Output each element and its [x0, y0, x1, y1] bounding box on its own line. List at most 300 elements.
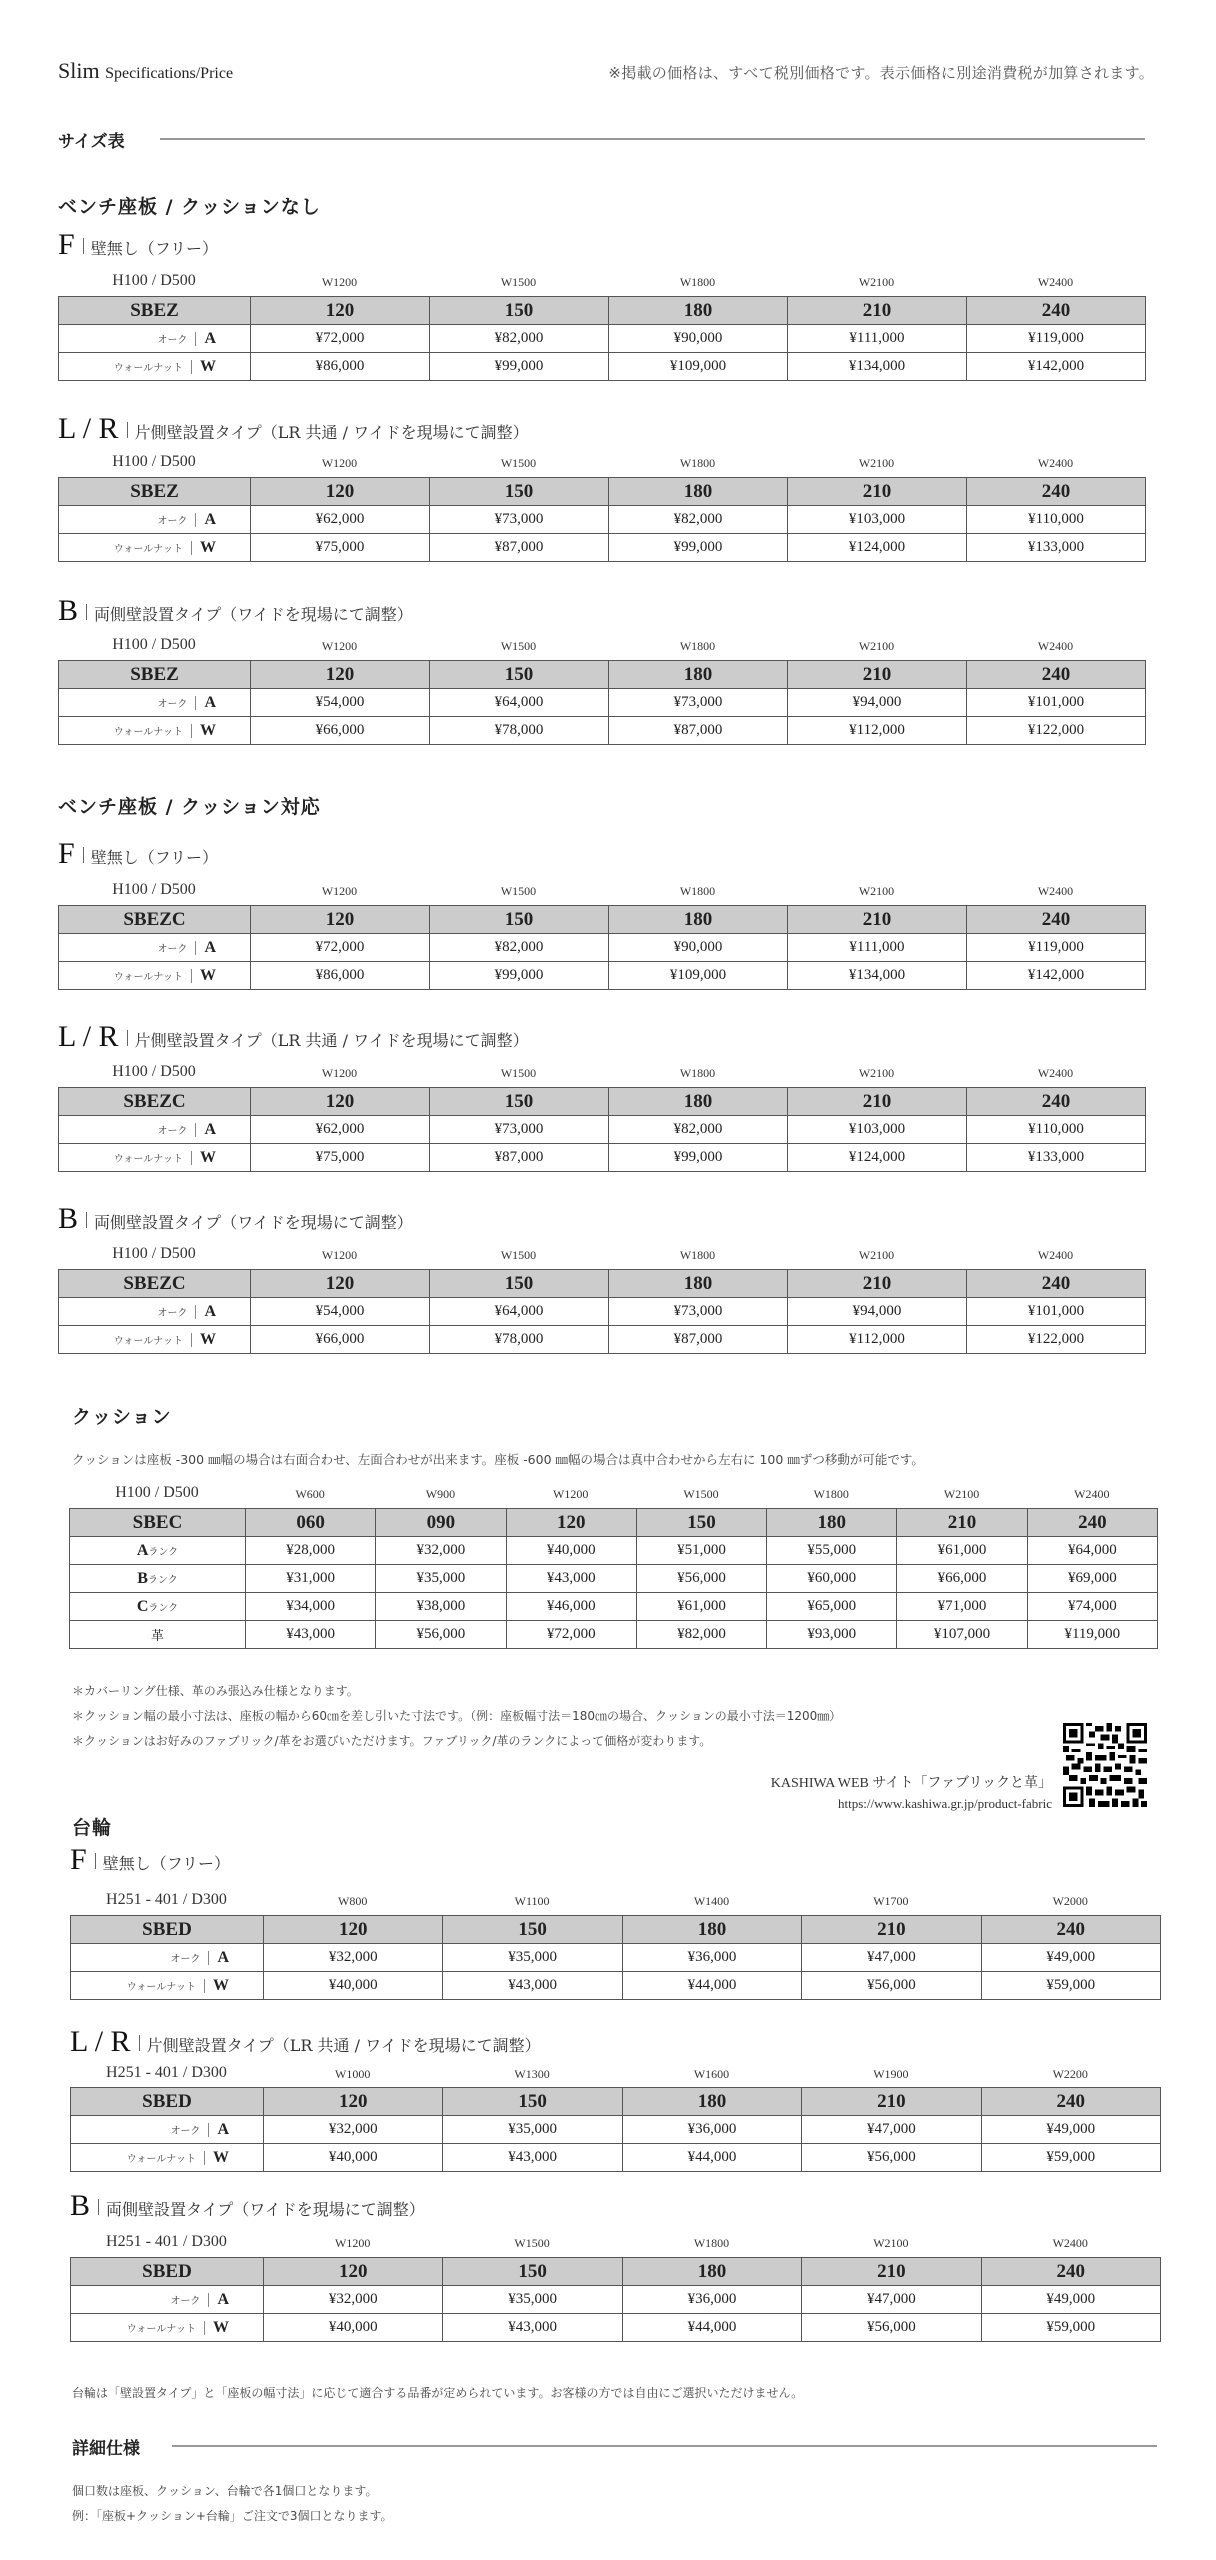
wood-name: ウォールナット [113, 726, 183, 738]
price-cell: ¥71,000 [897, 1593, 1027, 1621]
row-label [59, 506, 251, 534]
size-code: 210 [802, 2258, 981, 2286]
wood-name: ウォールナット [113, 362, 183, 374]
dimension-label: H100 / D500 [112, 636, 196, 653]
width-label: W1200 [321, 1066, 358, 1080]
size-code: 180 [767, 1509, 897, 1537]
price-cell: ¥28,000 [246, 1537, 376, 1565]
width-label: W1200 [321, 1248, 358, 1262]
category-heading: ベンチ座板 / クッションなし [58, 196, 321, 218]
separator [95, 1853, 96, 1869]
width-label: W1500 [500, 275, 537, 289]
width-label: W1200 [321, 275, 358, 289]
price-cell: ¥82,000 [430, 934, 609, 962]
width-label: W1800 [679, 1248, 716, 1262]
type-letter: B [58, 594, 79, 627]
cushion-price-table [69, 1508, 1158, 1649]
wood-code: W [200, 1330, 216, 1348]
type-description: 片側壁設置タイプ（LR 共通 / ワイドを現場にて調整） [146, 2036, 541, 2055]
table-row [71, 1972, 1161, 2000]
width-label: W2400 [1052, 2236, 1088, 2250]
wood-name: オーク [157, 943, 188, 955]
size-code: 120 [264, 2088, 443, 2116]
price-cell: ¥35,000 [376, 1565, 506, 1593]
price-cell: ¥75,000 [251, 534, 430, 562]
fabric-link-label: KASHIWA WEB サイト「ファブリックと革」 [770, 1776, 1052, 1791]
table-row [71, 2314, 1161, 2342]
separator [195, 332, 196, 346]
price-cell: ¥122,000 [967, 1326, 1146, 1354]
wood-name: ウォールナット [113, 1153, 183, 1165]
size-code: 240 [967, 297, 1146, 325]
price-cell: ¥133,000 [967, 534, 1146, 562]
size-code: 180 [622, 2258, 801, 2286]
price-cell: ¥78,000 [430, 1326, 609, 1354]
row-label [59, 934, 251, 962]
price-cell: ¥78,000 [430, 717, 609, 745]
price-cell: ¥112,000 [788, 1326, 967, 1354]
row-label [59, 1116, 251, 1144]
price-cell: ¥60,000 [767, 1565, 897, 1593]
price-cell: ¥40,000 [506, 1537, 636, 1565]
table-header-row [71, 1916, 1161, 1944]
width-label: W2100 [873, 2236, 909, 2250]
price-cell: ¥93,000 [767, 1621, 897, 1649]
wood-code: W [213, 1976, 229, 1994]
width-label: W2400 [1037, 884, 1074, 898]
type-description: 両側壁設置タイプ（ワイドを現場にて調整） [94, 1213, 413, 1232]
size-code: 180 [609, 1270, 788, 1298]
width-label: W1900 [873, 2067, 909, 2081]
table-row [59, 506, 1146, 534]
size-code: 150 [430, 297, 609, 325]
rank-label [70, 1593, 246, 1621]
table-header-row [59, 297, 1146, 325]
separator [195, 513, 196, 527]
size-code: 210 [788, 478, 967, 506]
table-row [71, 2286, 1161, 2314]
row-label [59, 325, 251, 353]
type-letter: F [58, 837, 75, 870]
size-code: 150 [443, 2088, 622, 2116]
price-cell: ¥109,000 [609, 353, 788, 381]
width-label: W1300 [514, 2067, 550, 2081]
price-cell: ¥111,000 [788, 934, 967, 962]
type-description: 壁無し（フリー） [90, 239, 219, 258]
size-code: 180 [609, 297, 788, 325]
product-code: SBEZ [59, 297, 251, 325]
separator [204, 2151, 205, 2165]
price-cell: ¥82,000 [430, 325, 609, 353]
size-code: 210 [897, 1509, 1027, 1537]
size-code: 210 [788, 1270, 967, 1298]
width-label: W800 [338, 1894, 368, 1908]
table-header-row [59, 478, 1146, 506]
price-cell: ¥82,000 [609, 506, 788, 534]
wood-code: A [217, 2120, 229, 2138]
size-code: 060 [246, 1509, 376, 1537]
price-cell: ¥73,000 [609, 1298, 788, 1326]
price-cell: ¥66,000 [251, 717, 430, 745]
separator [83, 847, 84, 863]
dimension-label: H100 / D500 [112, 272, 196, 289]
width-label: W1400 [693, 1894, 730, 1908]
width-label: W1500 [500, 639, 537, 653]
width-label: W1500 [500, 1248, 537, 1262]
separator [139, 2035, 140, 2051]
wood-code: A [217, 1948, 229, 1966]
price-cell: ¥119,000 [967, 325, 1146, 353]
wood-code: W [213, 2148, 229, 2166]
price-cell: ¥40,000 [264, 2314, 443, 2342]
price-cell: ¥32,000 [376, 1537, 506, 1565]
table-row [59, 353, 1146, 381]
width-label: W2100 [943, 1487, 980, 1501]
table-header-row [71, 2088, 1161, 2116]
price-cell: ¥75,000 [251, 1144, 430, 1172]
size-code: 150 [636, 1509, 766, 1537]
table-row [71, 1944, 1161, 1972]
price-cell: ¥38,000 [376, 1593, 506, 1621]
size-code: 210 [802, 1916, 981, 1944]
price-cell: ¥35,000 [443, 2116, 622, 2144]
table-row [59, 962, 1146, 990]
table-row [59, 325, 1146, 353]
title-main: Slim [58, 58, 100, 83]
price-cell: ¥64,000 [430, 1298, 609, 1326]
wood-code: W [200, 538, 216, 556]
size-code: 210 [802, 2088, 981, 2116]
dimension-header-row [70, 2064, 1160, 2082]
price-cell: ¥49,000 [981, 2116, 1160, 2144]
price-table [58, 905, 1146, 990]
type-title [58, 228, 218, 262]
size-code: 120 [251, 1270, 430, 1298]
size-code: 240 [981, 2258, 1160, 2286]
size-code: 150 [430, 661, 609, 689]
price-cell: ¥32,000 [264, 1944, 443, 1972]
rank-letter: A [136, 1541, 149, 1559]
width-label: W2100 [858, 884, 895, 898]
table-row [71, 2144, 1161, 2172]
wood-name: ウォールナット [113, 1335, 183, 1347]
dimension-header-row [58, 636, 1145, 654]
size-code: 120 [264, 2258, 443, 2286]
separator [191, 969, 192, 983]
rank-name: ランク [148, 1602, 179, 1614]
table-row [71, 2116, 1161, 2144]
cushion-description: クッションは座板 -300 ㎜幅の場合は右面合わせ、左面合わせが出来ます。座板 -600 ㎜幅の場合は真中合わせから左右に 100 ㎜ずつ移動が可能です。 [72, 1452, 924, 1467]
price-cell: ¥59,000 [981, 2144, 1160, 2172]
tax-note: ※掲載の価格は、すべて税別価格です。表示価格に別途消費税が加算されます。 [608, 64, 1154, 82]
wood-code: A [204, 510, 216, 528]
price-cell: ¥101,000 [967, 689, 1146, 717]
price-cell: ¥43,000 [443, 2314, 622, 2342]
width-label: W1800 [679, 456, 716, 470]
cushion-note-3: ＊クッションはお好みのファブリック/革をお選びいただけます。ファブリック/革のランクによって価格が変わります。 [72, 1734, 712, 1748]
separator [208, 1951, 209, 1965]
width-label: W1200 [321, 456, 358, 470]
price-cell: ¥54,000 [251, 689, 430, 717]
price-cell: ¥43,000 [246, 1621, 376, 1649]
wood-code: A [204, 329, 216, 347]
table-row [59, 934, 1146, 962]
separator [208, 2123, 209, 2137]
price-cell: ¥72,000 [251, 325, 430, 353]
product-code: SBEZC [59, 1270, 251, 1298]
price-cell: ¥56,000 [376, 1621, 506, 1649]
price-cell: ¥55,000 [767, 1537, 897, 1565]
price-cell: ¥35,000 [443, 1944, 622, 1972]
width-label: W1500 [500, 884, 537, 898]
width-label: W2100 [858, 456, 895, 470]
price-cell: ¥34,000 [246, 1593, 376, 1621]
price-cell: ¥90,000 [609, 325, 788, 353]
product-code: SBEZC [59, 906, 251, 934]
details-line-2: 例：「座板+クッション+台輪」ご注文で3個口となります。 [72, 2509, 393, 2523]
product-code: SBED [71, 2088, 264, 2116]
type-letter: L / R [70, 2025, 131, 2058]
wood-name: ウォールナット [126, 1981, 196, 1993]
dimension-header-row [58, 272, 1145, 290]
price-cell: ¥99,000 [609, 534, 788, 562]
price-cell: ¥31,000 [246, 1565, 376, 1593]
rank-label [70, 1565, 246, 1593]
price-cell: ¥36,000 [622, 1944, 801, 1972]
price-cell: ¥103,000 [788, 506, 967, 534]
width-label: W1200 [321, 639, 358, 653]
price-cell: ¥36,000 [622, 2286, 801, 2314]
price-cell: ¥61,000 [897, 1537, 1027, 1565]
wood-code: W [200, 966, 216, 984]
size-code: 150 [443, 2258, 622, 2286]
base-heading: 台輪 [72, 1817, 113, 1839]
width-label: W1800 [813, 1487, 849, 1501]
size-code: 120 [251, 1088, 430, 1116]
dimension-header-row [58, 1245, 1145, 1263]
price-cell: ¥72,000 [506, 1621, 636, 1649]
price-cell: ¥32,000 [264, 2116, 443, 2144]
price-cell: ¥86,000 [251, 353, 430, 381]
width-label: W1200 [553, 1487, 589, 1501]
dimension-label: H251 - 401 / D300 [106, 2233, 227, 2250]
width-label: W1500 [514, 2236, 550, 2250]
price-cell: ¥86,000 [251, 962, 430, 990]
table-row [59, 1144, 1146, 1172]
price-cell: ¥54,000 [251, 1298, 430, 1326]
dimension-header-row [58, 881, 1145, 899]
separator [86, 604, 87, 620]
price-cell: ¥134,000 [788, 353, 967, 381]
rank-name: ランク [147, 1574, 178, 1586]
type-letter: F [70, 1843, 87, 1876]
separator [98, 2199, 99, 2215]
price-cell: ¥110,000 [967, 1116, 1146, 1144]
price-cell: ¥119,000 [967, 934, 1146, 962]
price-cell: ¥99,000 [430, 353, 609, 381]
price-cell: ¥82,000 [609, 1116, 788, 1144]
price-cell: ¥101,000 [967, 1298, 1146, 1326]
row-label [71, 2286, 264, 2314]
type-title [58, 594, 413, 628]
table-row [70, 1565, 1158, 1593]
price-cell: ¥44,000 [622, 2314, 801, 2342]
width-label: W1800 [693, 2236, 730, 2250]
price-cell: ¥47,000 [802, 2116, 981, 2144]
price-cell: ¥103,000 [788, 1116, 967, 1144]
width-label: W1500 [500, 1066, 537, 1080]
price-cell: ¥44,000 [622, 1972, 801, 2000]
rank-name: ランク [148, 1546, 179, 1558]
size-code: 120 [251, 478, 430, 506]
price-cell: ¥72,000 [251, 934, 430, 962]
price-cell: ¥133,000 [967, 1144, 1146, 1172]
price-cell: ¥87,000 [609, 1326, 788, 1354]
price-cell: ¥107,000 [897, 1621, 1027, 1649]
price-cell: ¥111,000 [788, 325, 967, 353]
price-cell: ¥62,000 [251, 1116, 430, 1144]
separator [195, 696, 196, 710]
width-label: W1800 [679, 275, 716, 289]
price-cell: ¥56,000 [802, 2314, 981, 2342]
price-cell: ¥73,000 [430, 1116, 609, 1144]
category-heading: ベンチ座板 / クッション対応 [58, 796, 321, 818]
type-description: 片側壁設置タイプ（LR 共通 / ワイドを現場にて調整） [134, 1031, 529, 1050]
price-cell: ¥43,000 [443, 1972, 622, 2000]
price-cell: ¥90,000 [609, 934, 788, 962]
price-cell: ¥94,000 [788, 1298, 967, 1326]
wood-name: オーク [157, 698, 188, 710]
table-row [70, 1537, 1158, 1565]
size-code: 120 [251, 906, 430, 934]
price-cell: ¥124,000 [788, 534, 967, 562]
price-cell: ¥40,000 [264, 2144, 443, 2172]
divider [172, 2445, 1157, 2447]
size-code: 210 [788, 661, 967, 689]
price-cell: ¥74,000 [1027, 1593, 1157, 1621]
wood-name: オーク [157, 1125, 188, 1137]
width-label: W1200 [335, 2236, 371, 2250]
width-label: W900 [425, 1487, 456, 1501]
separator [195, 1305, 196, 1319]
price-cell: ¥119,000 [1027, 1621, 1157, 1649]
price-cell: ¥47,000 [802, 2286, 981, 2314]
price-cell: ¥49,000 [981, 1944, 1160, 1972]
details-heading: 詳細仕様 [72, 2439, 140, 2459]
type-title [70, 2189, 425, 2223]
price-cell: ¥73,000 [609, 689, 788, 717]
price-cell: ¥87,000 [609, 717, 788, 745]
price-cell: ¥134,000 [788, 962, 967, 990]
width-label: W1800 [679, 884, 716, 898]
type-description: 両側壁設置タイプ（ワイドを現場にて調整） [106, 2200, 425, 2219]
dimension-label: H100 / D500 [112, 1245, 196, 1262]
price-table [58, 1087, 1146, 1172]
size-code: 180 [609, 478, 788, 506]
cushion-note-2: ＊クッション幅の最小寸法は、座板の幅から60㎝を差し引いた寸法です。（例：座板幅寸法＝180㎝の場合、クッションの最小寸法＝1200㎜） [72, 1709, 842, 1723]
width-label: W2100 [858, 1066, 895, 1080]
size-code: 120 [251, 297, 430, 325]
type-title [58, 837, 218, 871]
product-code: SBEZ [59, 478, 251, 506]
price-cell: ¥66,000 [897, 1565, 1027, 1593]
table-row [59, 1326, 1146, 1354]
price-cell: ¥56,000 [802, 2144, 981, 2172]
price-cell: ¥109,000 [609, 962, 788, 990]
size-code: 210 [788, 906, 967, 934]
separator [127, 1030, 128, 1046]
price-cell: ¥69,000 [1027, 1565, 1157, 1593]
table-row [59, 1116, 1146, 1144]
product-code: SBEC [70, 1509, 246, 1537]
dimension-header-row [70, 1891, 1160, 1909]
fabric-link-url[interactable]: https://www.kashiwa.gr.jp/product-fabric [838, 1796, 1052, 1811]
width-label: W2100 [858, 275, 895, 289]
price-cell: ¥59,000 [981, 2314, 1160, 2342]
size-code: 240 [1027, 1509, 1157, 1537]
table-row [59, 1298, 1146, 1326]
size-code: 150 [430, 906, 609, 934]
wood-code: A [204, 693, 216, 711]
width-label: W1000 [335, 2067, 371, 2081]
dimension-label: H251 - 401 / D300 [106, 1891, 227, 1908]
price-cell: ¥122,000 [967, 717, 1146, 745]
price-cell: ¥124,000 [788, 1144, 967, 1172]
price-cell: ¥35,000 [443, 2286, 622, 2314]
type-title [58, 412, 529, 446]
price-cell: ¥36,000 [622, 2116, 801, 2144]
row-label [59, 353, 251, 381]
separator [86, 1212, 87, 1228]
row-label [71, 1944, 264, 1972]
width-label: W1500 [683, 1487, 719, 1501]
separator [127, 422, 128, 438]
dimension-label: H251 - 401 / D300 [106, 2064, 227, 2081]
wood-name: ウォールナット [113, 543, 183, 555]
qr-code-icon[interactable] [1063, 1722, 1147, 1808]
width-label: W2400 [1037, 1248, 1074, 1262]
price-cell: ¥56,000 [636, 1565, 766, 1593]
separator [191, 541, 192, 555]
dimension-header-row [70, 2233, 1160, 2251]
price-cell: ¥87,000 [430, 534, 609, 562]
price-cell: ¥51,000 [636, 1537, 766, 1565]
width-label: W2400 [1037, 275, 1074, 289]
size-code: 210 [788, 297, 967, 325]
page-title [58, 58, 233, 84]
width-label: W600 [295, 1487, 325, 1501]
size-code: 240 [967, 478, 1146, 506]
size-code: 240 [967, 661, 1146, 689]
size-code: 150 [443, 1916, 622, 1944]
price-cell: ¥44,000 [622, 2144, 801, 2172]
wood-code: W [213, 2318, 229, 2336]
dimension-label: H100 / D500 [112, 1063, 196, 1080]
separator [191, 724, 192, 738]
width-label: W1200 [321, 884, 358, 898]
price-cell: ¥82,000 [636, 1621, 766, 1649]
row-label [71, 2144, 264, 2172]
wood-name: オーク [157, 1307, 188, 1319]
price-cell: ¥110,000 [967, 506, 1146, 534]
row-label [71, 2314, 264, 2342]
table-header-row [59, 661, 1146, 689]
rank-label [70, 1537, 246, 1565]
price-table [70, 2257, 1161, 2342]
table-header-row [59, 1270, 1146, 1298]
price-cell: ¥94,000 [788, 689, 967, 717]
size-code: 180 [622, 2088, 801, 2116]
